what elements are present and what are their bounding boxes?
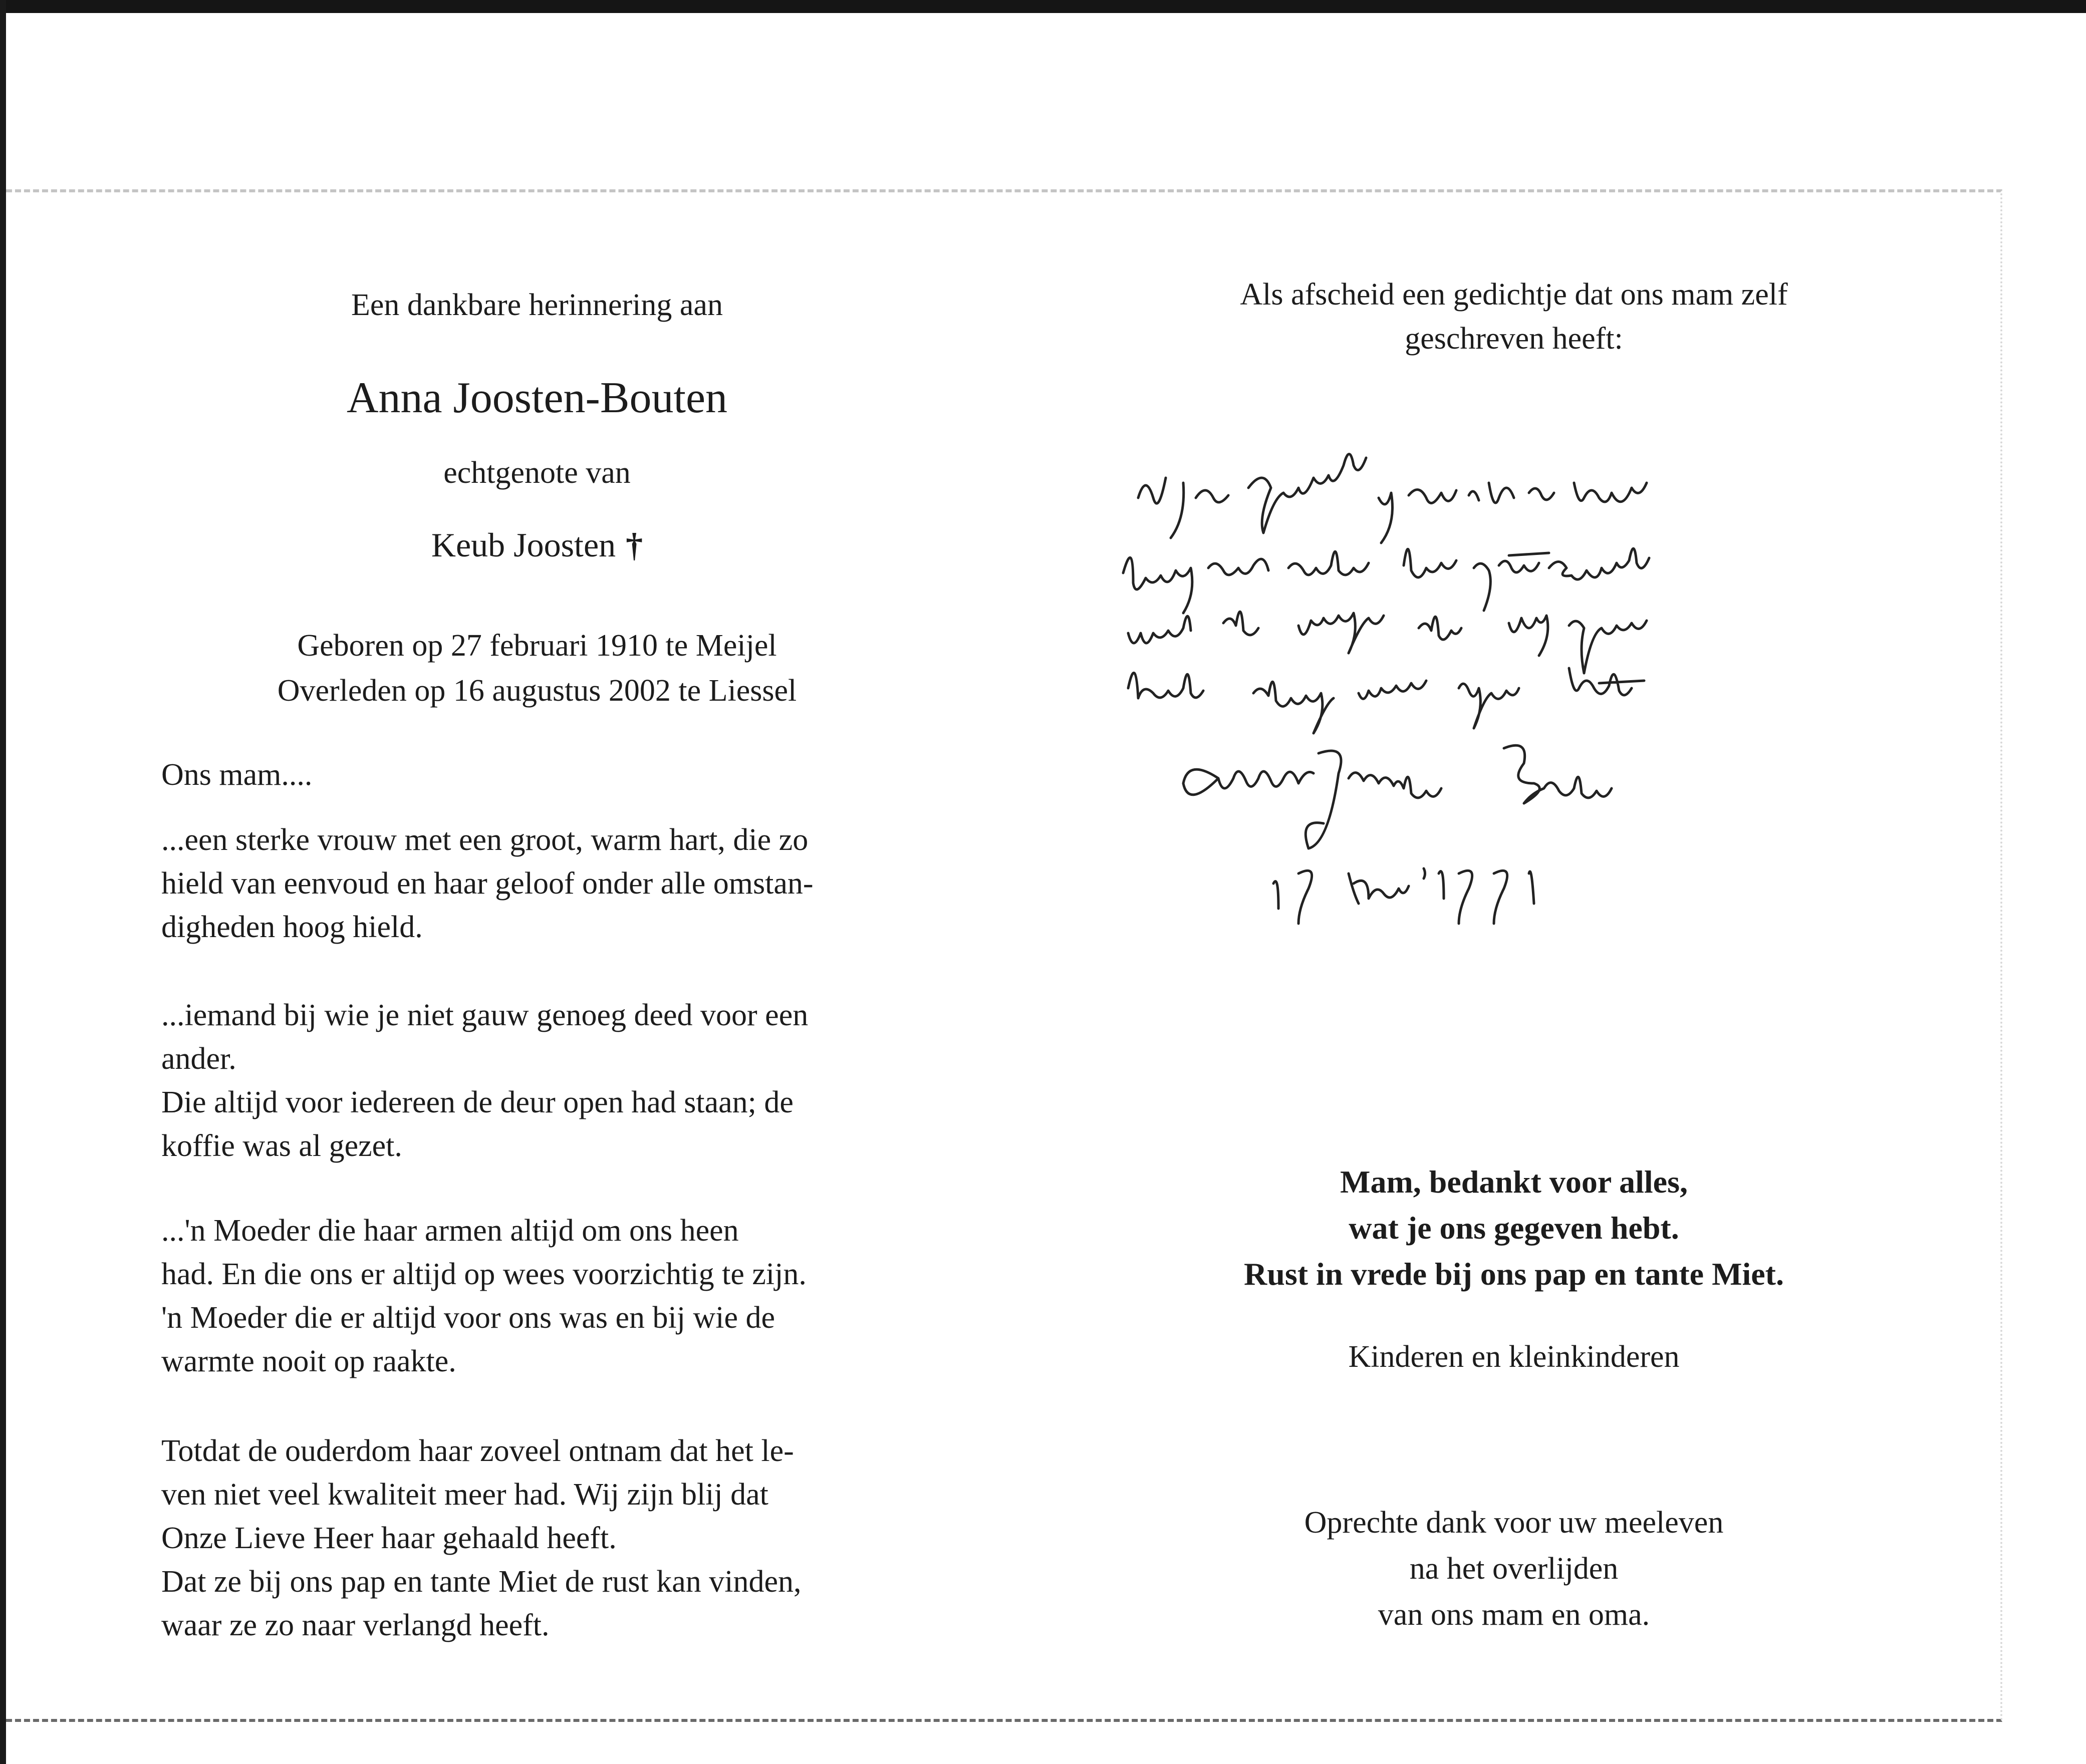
text-line: geschreven heeft: <box>1405 322 1623 356</box>
text-line: ven niet veel kwaliteit meer had. Wij zijn blij dat <box>161 1478 768 1512</box>
closing-message <box>1128 1159 1900 1297</box>
text-line: hield van eenvoud en haar geloof onder alle omstan- <box>161 866 814 901</box>
text-line: van ons mam en oma. <box>1378 1598 1650 1632</box>
text-line: ...iemand bij wie je niet gauw genoeg deed voor een <box>161 998 809 1032</box>
poem-intro <box>1128 272 1900 361</box>
text-line: Die altijd voor iedereen de deur open had staan; de <box>161 1085 794 1119</box>
spouse-name: Keub Joosten <box>431 526 616 564</box>
paragraph-1 <box>161 818 908 949</box>
spouse-of-text: echtgenote van <box>443 456 631 490</box>
deceased-name: Anna Joosten-Bouten <box>346 374 728 422</box>
text-line: Onze Lieve Heer haar gehaald heeft. <box>161 1521 617 1555</box>
text-line: Rust in vrede bij ons pap en tante Miet. <box>1244 1256 1784 1292</box>
text-line: koffie was al gezet. <box>161 1129 402 1163</box>
text-line: Totdat de ouderdom haar zoveel ontnam dat het le- <box>161 1434 794 1468</box>
cross-icon: † <box>626 526 643 564</box>
handwriting-line-2 <box>1123 548 1649 613</box>
family-signature: Kinderen en kleinkinderen <box>1348 1340 1680 1374</box>
thanks-message <box>1128 1500 1900 1638</box>
text-line: digheden hoog hield. <box>161 910 423 944</box>
text-line: wat je ons gegeven hebt. <box>1349 1210 1679 1246</box>
text-line: 'n Moeder die er altijd voor ons was en bij wie de <box>161 1301 775 1335</box>
greeting: Ons mam.... <box>161 758 313 792</box>
spouse-line <box>161 525 913 565</box>
text-line: na het overlijden <box>1409 1552 1619 1586</box>
birth-line: Geboren op 27 februari 1910 te Meijel <box>297 629 777 663</box>
intro-text: Een dankbare herinnering aan <box>351 288 723 322</box>
left-panel <box>161 192 913 1719</box>
text-line: Als afscheid een gedichtje dat ons mam zelf <box>1240 277 1788 312</box>
text-line: had. En die ons er altijd op wees voorzichtig te zijn. <box>161 1257 807 1291</box>
text-line: warmte nooit op raakte. <box>161 1344 456 1378</box>
life-dates <box>161 623 913 713</box>
text-line: Dat ze bij ons pap en tante Miet de rust kan vinden, <box>161 1565 802 1599</box>
paragraph-3 <box>161 1209 908 1383</box>
text-line: ...'n Moeder die haar armen altijd om ons heen <box>161 1214 739 1248</box>
text-line: Mam, bedankt voor alles, <box>1340 1164 1688 1200</box>
text-line: ...een sterke vrouw met een groot, warm hart, die zo <box>161 823 809 857</box>
handwriting-line-3 <box>1128 612 1647 673</box>
memorial-card <box>6 189 2002 1722</box>
scan-top-edge <box>0 0 2086 13</box>
text-line: Oprechte dank voor uw meeleven <box>1304 1506 1724 1540</box>
handwriting-line-4 <box>1128 668 1644 733</box>
handwriting-line-1 <box>1138 454 1647 543</box>
signature-strokes <box>1183 745 1612 848</box>
date-strokes <box>1273 868 1534 924</box>
text-line: waar ze zo naar verlangd heeft. <box>161 1608 550 1642</box>
text-line: ander. <box>161 1042 236 1076</box>
paragraph-2 <box>161 994 908 1168</box>
death-line: Overleden op 16 augustus 2002 te Liessel <box>277 674 797 708</box>
right-panel <box>1128 192 1900 1719</box>
paragraph-4 <box>161 1429 908 1647</box>
handwritten-poem-image <box>1108 453 1960 1014</box>
scan-left-edge <box>0 0 6 1764</box>
